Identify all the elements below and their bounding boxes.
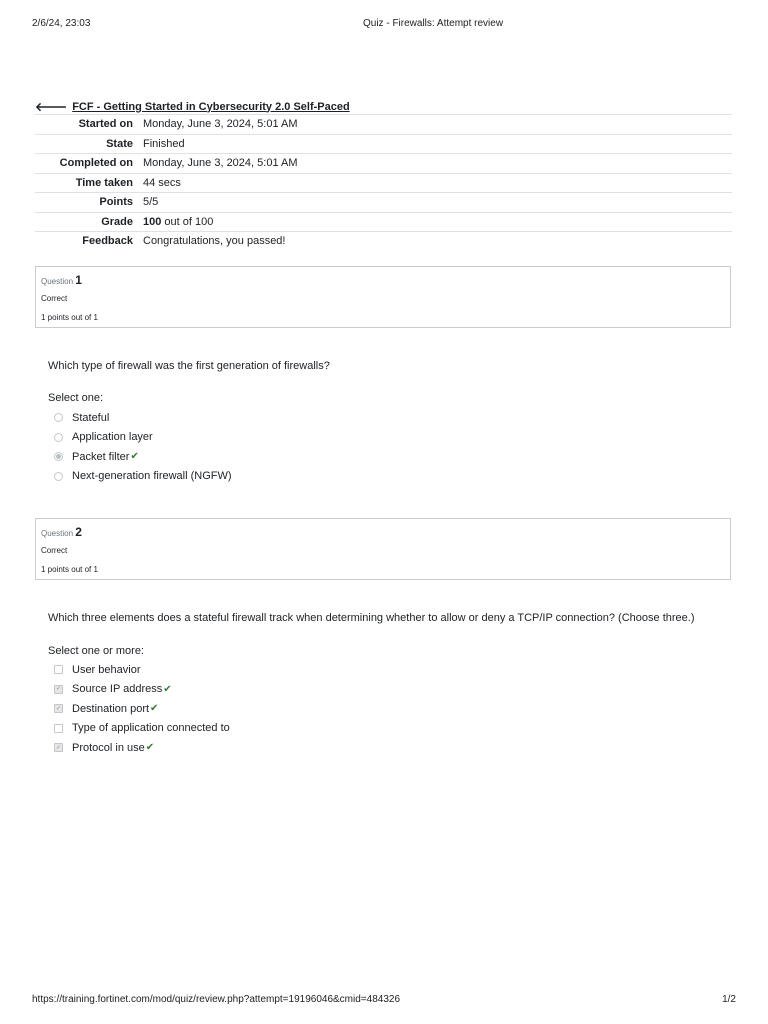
- radio-button[interactable]: [54, 472, 63, 481]
- checkbox-checked[interactable]: ✓: [55, 705, 62, 712]
- answer-option[interactable]: [54, 467, 232, 487]
- answer-label: Protocol in use: [72, 741, 145, 754]
- summary-value: 44 secs: [143, 176, 181, 189]
- question-state: Correct: [41, 294, 68, 303]
- checkmark-icon: ✔: [145, 742, 155, 754]
- answer-option[interactable]: [54, 408, 232, 428]
- summary-label: Time taken: [75, 176, 133, 189]
- question-number: [41, 525, 82, 539]
- summary-value: Monday, June 3, 2024, 5:01 AM: [143, 118, 298, 131]
- summary-value: Congratulations, you passed!: [143, 235, 286, 248]
- answer-label: Application layer: [72, 431, 153, 444]
- answer-option[interactable]: [54, 660, 230, 680]
- question-2-info: [35, 518, 731, 580]
- question-1-options: [54, 408, 232, 486]
- question-2-options: [54, 660, 230, 758]
- question-grade: 1 points out of 1: [41, 313, 98, 322]
- summary-value: Finished: [143, 137, 185, 150]
- question-1-text: Which type of firewall was the first generation of firewalls?: [48, 360, 330, 372]
- checkmark-icon: ✔: [163, 683, 172, 695]
- question-2-prompt: Select one or more:: [48, 645, 144, 657]
- answer-option[interactable]: [54, 680, 230, 700]
- print-footer: [32, 994, 736, 1008]
- summary-label: Completed on: [59, 157, 133, 170]
- answer-label: Destination port: [72, 702, 150, 715]
- checkbox[interactable]: [54, 665, 63, 674]
- checkbox-checked[interactable]: ✓: [55, 744, 62, 751]
- radio-button[interactable]: [54, 433, 63, 442]
- summary-value: 5/5: [143, 196, 159, 209]
- answer-label: Next-generation firewall (NGFW): [72, 470, 232, 483]
- summary-row-started: [35, 115, 732, 135]
- question-state: Correct: [41, 546, 68, 555]
- answer-label: User behavior: [72, 663, 141, 676]
- question-grade: 1 points out of 1: [41, 565, 98, 574]
- summary-row-points: [35, 193, 732, 213]
- summary-value: [138, 212, 732, 232]
- radio-button[interactable]: [54, 413, 63, 422]
- page-number: 1/2: [722, 994, 736, 1005]
- radio-button-selected[interactable]: [54, 452, 63, 461]
- answer-label: Source IP address: [72, 683, 163, 696]
- summary-label: State: [106, 137, 133, 150]
- summary-label: Grade: [101, 215, 133, 228]
- summary-label: Points: [99, 196, 133, 209]
- grade-out-of: out of 100: [161, 215, 214, 228]
- checkbox-checked[interactable]: ✓: [55, 686, 62, 693]
- answer-option[interactable]: [54, 699, 230, 719]
- print-header: [32, 18, 736, 32]
- question-number-value: 1: [75, 273, 82, 287]
- answer-option[interactable]: [54, 719, 230, 739]
- question-number-value: 2: [75, 525, 82, 539]
- summary-value: Monday, June 3, 2024, 5:01 AM: [143, 157, 298, 170]
- course-back-link[interactable]: [35, 99, 350, 114]
- checkbox[interactable]: [54, 724, 63, 733]
- print-date: 2/6/24, 23:03: [32, 18, 91, 29]
- question-label: Question: [41, 529, 74, 538]
- answer-label: Stateful: [72, 411, 110, 424]
- question-1-info: [35, 266, 731, 328]
- answer-label: Type of application connected to: [72, 722, 230, 735]
- summary-row-feedback: [35, 232, 732, 251]
- summary-label: Started on: [78, 118, 133, 131]
- summary-row-grade: [35, 212, 732, 232]
- print-title: Quiz - Firewalls: Attempt review: [363, 18, 504, 29]
- checkmark-icon: ✔: [130, 451, 139, 463]
- attempt-summary-table: [35, 114, 732, 251]
- summary-row-completed: [35, 154, 732, 174]
- course-link-text[interactable]: FCF - Getting Started in Cybersecurity 2.0 Self-Paced: [72, 100, 350, 113]
- answer-label: Packet filter: [72, 450, 130, 463]
- print-url: https://training.fortinet.com/mod/quiz/review.php?attempt=19196046&cmid=484326: [32, 994, 401, 1005]
- arrow-left-icon: 🡐: [35, 100, 68, 114]
- checkmark-icon: ✔: [150, 703, 159, 715]
- answer-option[interactable]: [54, 738, 230, 758]
- answer-option[interactable]: [54, 447, 232, 467]
- summary-row-state: [35, 134, 732, 154]
- grade-score: 100: [143, 215, 162, 228]
- summary-row-time: [35, 173, 732, 193]
- question-1-prompt: Select one:: [48, 392, 104, 404]
- question-label: Question: [41, 277, 74, 286]
- question-number: [41, 273, 82, 287]
- summary-label: Feedback: [82, 235, 133, 248]
- question-2-text: Which three elements does a stateful firewall track when determining whether to allow or deny a TCP/IP connection? (Choose three.): [48, 612, 695, 624]
- answer-option[interactable]: [54, 428, 232, 448]
